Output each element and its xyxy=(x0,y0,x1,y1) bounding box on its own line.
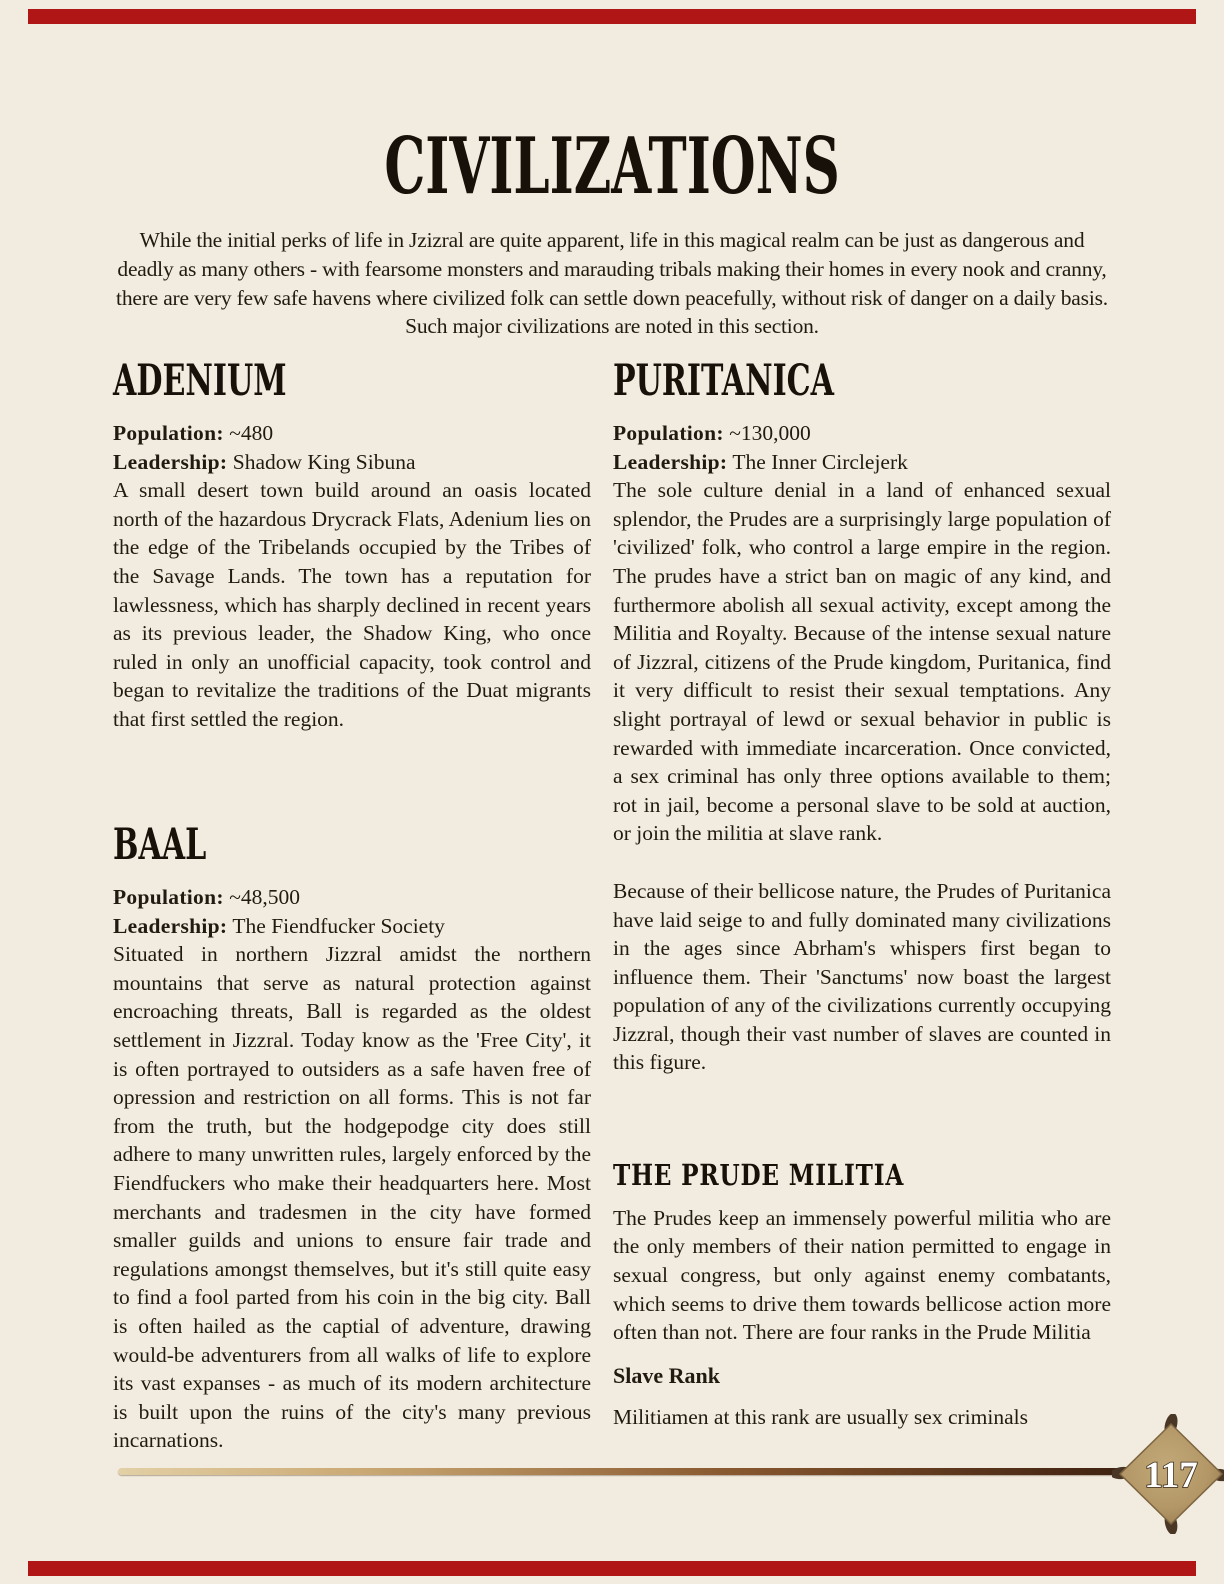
section-puritanica xyxy=(613,356,1111,1077)
prude-militia-heading: THE PRUDE MILITIA xyxy=(613,1158,905,1192)
page-number-ornament xyxy=(1112,1414,1224,1534)
baal-leadership-row xyxy=(113,912,591,941)
baal-body: Situated in northern Jizzral amidst the northern mountains that serve as natural protection against encroaching threats, Ball is regarded as the oldest settlement in Jizzral. Today know as the 'Free City', it is often portrayed to outsiders as a safe haven free of opression and restriction on all forms. This is not far from the truth, but the hodgepodge city does still adhere to many unwritten rules, largely enforced by the Fiendfuckers who make their headquarters here. Most merchants and tradesmen in the city have formed smaller guilds and unions to ensure fair trade and regulations amongst themselves, but it's still quite easy to find a fool parted from his coin in the big city. Ball is often hailed as the captial of adventure, drawing would-be adventurers from all walks of life to explore its vast expanses - as much of its modern architecture is built upon the ruins of the city's many previous incarnations. xyxy=(113,942,591,1453)
population-value: ~48,500 xyxy=(229,885,300,909)
puritanica-leadership-row xyxy=(613,448,1111,477)
page-title xyxy=(0,121,1224,212)
leadership-label: Leadership: xyxy=(113,913,228,938)
puritanica-body-2: Because of their bellicose nature, the Prudes of Puritanica have laid seige to and fully dominated many civilizations in the ages since Abrham's whispers first began to influence them. Their 'Sanctums' now boast the largest population of any of the civilizations currently occupying Jizzral, though their vast number of slaves are counted in this figure. xyxy=(613,878,1111,1075)
footer-divider-rule xyxy=(118,1468,1120,1475)
population-value: ~130,000 xyxy=(729,421,811,445)
section-adenium xyxy=(113,356,591,734)
population-label: Population: xyxy=(613,421,724,445)
population-label: Population: xyxy=(113,421,224,445)
puritanica-heading: PURITANICA xyxy=(613,356,834,406)
leadership-value: Shadow King Sibuna xyxy=(232,449,416,474)
puritanica-population-row xyxy=(613,419,1111,448)
adenium-body: A small desert town build around an oasis located north of the hazardous Drycrack Flats, Adenium lies on the edge of the Tribelands occupied by the Tribes of the Savage Lands. The town has a reputation for lawlessness, which has sharply declined in recent years as its previous leader, the Shadow King, who once ruled in only an unofficial capacity, took control and began to revitalize the traditions of the Duat migrants that first settled the region. xyxy=(113,478,591,731)
top-border-bar xyxy=(28,9,1196,24)
intro-paragraph: While the initial perks of life in Jzizral are quite apparent, life in this magical realm can be just as dangerous and deadly as many others - with fearsome monsters and marauding tribals making their homes in every nook and cranny, there are very few safe havens where civilized folk can settle down peacefully, without risk of danger on a daily basis. Such major civilizations are noted in this section. xyxy=(116,228,1108,339)
leadership-value: The Fiendfucker Society xyxy=(232,913,445,938)
page-number: 117 xyxy=(1144,1455,1198,1496)
puritanica-body-1: The sole culture denial in a land of enhanced sexual splendor, the Prudes are a surprisingly large population of 'civilized' folk, who control a large empire in the region. The prudes have a strict ban on magic of any kind, and furthermore abolish all sexual activity, except among the Militia and Royalty. Because of the intense sexual nature of Jizzral, citizens of the Prude kingdom, Puritanica, find it very difficult to resist their sexual temptations. Any slight portrayal of lewd or sexual behavior in public is rewarded with immediate incarceration. Once convicted, a sex criminal has only three options available to them; rot in jail, become a personal slave to be sold at auction, or join the militia at slave rank. xyxy=(613,478,1111,846)
slave-rank-body: Militiamen at this rank are usually sex criminals xyxy=(613,1404,1028,1429)
prude-militia-body: The Prudes keep an immensely powerful militia who are the only members of their nation permitted to engage in sexual congress, but only against enemy combatants, which seems to drive them towards bellicose action more often than not. There are four ranks in the Prude Militia xyxy=(613,1205,1111,1345)
section-prude-militia xyxy=(613,1160,1111,1431)
page-title-text: CIVILIZATIONS xyxy=(384,121,840,212)
leadership-label: Leadership: xyxy=(613,449,728,474)
population-label: Population: xyxy=(113,885,224,909)
baal-heading: BAAL xyxy=(113,820,207,870)
slave-rank-heading: Slave Rank xyxy=(613,1362,720,1388)
leadership-label: Leadership: xyxy=(113,449,228,474)
population-value: ~480 xyxy=(229,421,274,445)
baal-population-row xyxy=(113,883,591,912)
bottom-border-bar xyxy=(28,1561,1196,1576)
leadership-value: The Inner Circlejerk xyxy=(732,449,908,474)
adenium-heading: ADENIUM xyxy=(113,356,287,406)
section-baal xyxy=(113,820,591,1455)
adenium-leadership-row xyxy=(113,448,591,477)
adenium-population-row xyxy=(113,419,591,448)
